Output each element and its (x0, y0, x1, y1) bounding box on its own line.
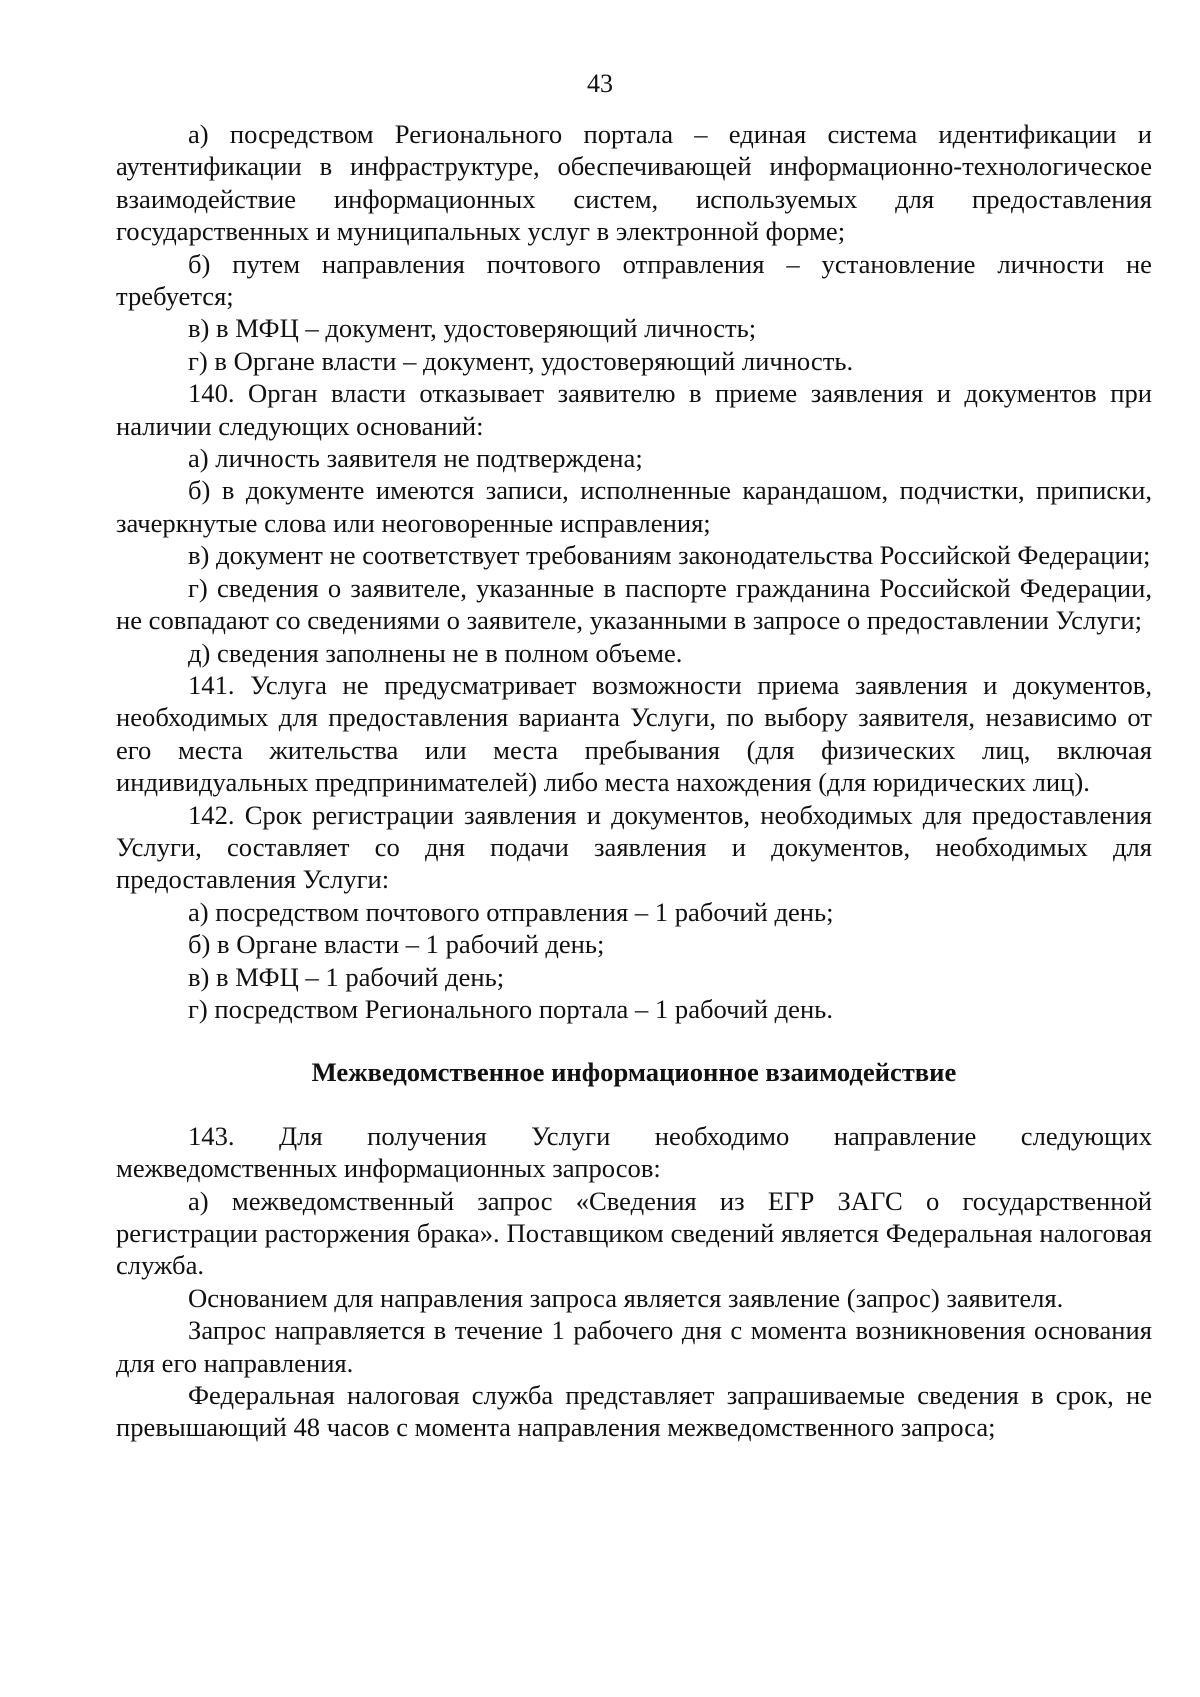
paragraph-basis: Основанием для направления запроса является заявление (запрос) заявителя. (188, 1282, 1064, 1313)
paragraph-143-a: а) межведомственный запрос «Сведения из ЕГР ЗАГС о государственной регистрации расторжения брака». Поставщиком сведений является Федеральная налоговая служба. (116, 1185, 1152, 1281)
paragraph-item-b-mail: б) путем направления почтового отправления – установление личности не требуется; (116, 248, 1152, 312)
paragraph-140-v: в) документ не соответствует требованиям законодательства Российской Федерации; (188, 540, 1151, 571)
paragraph-tax-service: Федеральная налоговая служба представляет запрашиваемые сведения в срок, не превышающий 48 часов с момента направления межведомственного запроса; (116, 1380, 1152, 1443)
document-body (116, 118, 1152, 1444)
paragraph-142-a: а) посредством почтового отправления – 1 рабочий день; (188, 896, 834, 927)
paragraph-140-d: д) сведения заполнены не в полном объеме. (188, 637, 683, 668)
paragraph-142-g: г) посредством Регионального портала – 1 рабочий день. (188, 993, 833, 1024)
paragraph-item-g-authority: г) в Органе власти – документ, удостоверяющий личность. (188, 345, 854, 376)
paragraph-140-a: а) личность заявителя не подтверждена; (188, 443, 643, 474)
paragraph-142-v: в) в МФЦ – 1 рабочий день; (188, 961, 505, 992)
paragraph-142-b: б) в Органе власти – 1 рабочий день; (188, 929, 605, 960)
paragraph-item-a-portal: а) посредством Регионального портала – единая система идентификации и аутентификации в инфраструктуре, обеспечивающей информационно-технологическое взаимодействие информационных систем, используемых для предоставления государственных и муниципальных услуг в электронной форме; (116, 119, 1152, 247)
section-heading: Межведомственное информационное взаимодействие (311, 1057, 957, 1088)
paragraph-request-timing: Запрос направляется в течение 1 рабочего дня с момента возникновения основания для его направления. (116, 1315, 1152, 1378)
paragraph-140-b: б) в документе имеются записи, исполненные карандашом, подчистки, приписки, зачеркнутые слова или неоговоренные исправления; (116, 475, 1152, 538)
paragraph-143: 143. Для получения Услуги необходимо направление следующих межведомственных информационных запросов: (116, 1120, 1152, 1184)
page-number: 43 (587, 69, 613, 98)
paragraph-140-g: г) сведения о заявителе, указанные в паспорте гражданина Российской Федерации, не совпадают со сведениями о заявителе, указанными в запросе о предоставлении Услуги; (116, 572, 1152, 636)
paragraph-142: 142. Срок регистрации заявления и документов, необходимых для предоставления Услуги, составляет со дня подачи заявления и документов, необходимых для предоставления Услуги: (116, 799, 1152, 895)
paragraph-141: 141. Услуга не предусматривает возможности приема заявления и документов, необходимых для предоставления варианта Услуги, по выбору заявителя, независимо от его места жительства или места пребывания (для физических лиц, включая индивидуальных предпринимателей) либо места нахождения (для юридических лиц). (116, 669, 1152, 798)
paragraph-140: 140. Орган власти отказывает заявителю в приеме заявления и документов при наличии следующих оснований: (116, 378, 1152, 441)
paragraph-item-v-mfc: в) в МФЦ – документ, удостоверяющий личность; (188, 313, 757, 344)
